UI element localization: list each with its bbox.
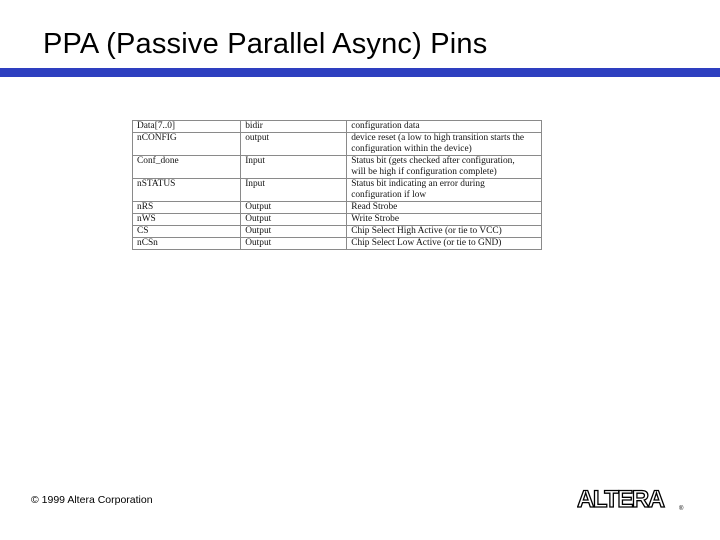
pin-description-cell: [347, 133, 542, 156]
pin-name-cell: nRS: [133, 202, 241, 214]
description-line: device reset (a low to high transition starts the: [351, 133, 525, 143]
pin-description-cell: [347, 156, 542, 179]
description-line: configuration if low: [351, 190, 427, 200]
description-line: will be high if configuration complete): [351, 167, 497, 177]
description-line: Status bit (gets checked after configuration,: [351, 156, 515, 166]
table-row: [133, 238, 542, 250]
pin-direction-cell: Input: [241, 156, 347, 179]
table-row: [133, 214, 542, 226]
pin-name-cell: nWS: [133, 214, 241, 226]
logo-wordmark: ALTERA: [577, 486, 664, 512]
slide-title: PPA (Passive Parallel Async) Pins: [43, 28, 488, 60]
pin-direction-cell: Output: [241, 214, 347, 226]
pin-table-body: [133, 121, 542, 250]
table-row: [133, 121, 542, 133]
description-line: Chip Select Low Active (or tie to GND): [351, 238, 502, 248]
title-underline-bar: [0, 68, 720, 77]
registered-mark: ®: [679, 506, 684, 512]
altera-logo: [577, 484, 687, 512]
table-row: [133, 133, 542, 156]
table-row: [133, 156, 542, 179]
pin-description-cell: [347, 214, 542, 226]
description-line: configuration data: [351, 121, 420, 131]
pin-description-cell: [347, 238, 542, 250]
pin-table: [132, 120, 542, 250]
pin-direction-cell: Output: [241, 202, 347, 214]
pin-name-cell: Conf_done: [133, 156, 241, 179]
pin-description-cell: [347, 226, 542, 238]
table-row: [133, 179, 542, 202]
pin-name-cell: nCONFIG: [133, 133, 241, 156]
description-line: Write Strobe: [351, 214, 399, 224]
pin-description-cell: [347, 121, 542, 133]
pin-name-cell: Data[7..0]: [133, 121, 241, 133]
description-line: Status bit indicating an error during: [351, 179, 485, 189]
copyright-footer: © 1999 Altera Corporation: [31, 494, 153, 506]
pin-description-cell: [347, 179, 542, 202]
pin-description-cell: [347, 202, 542, 214]
pin-direction-cell: bidir: [241, 121, 347, 133]
pin-name-cell: CS: [133, 226, 241, 238]
pin-direction-cell: Output: [241, 238, 347, 250]
pin-direction-cell: output: [241, 133, 347, 156]
table-row: [133, 202, 542, 214]
description-line: Chip Select High Active (or tie to VCC): [351, 226, 502, 236]
pin-name-cell: nCSn: [133, 238, 241, 250]
pin-direction-cell: Output: [241, 226, 347, 238]
description-line: Read Strobe: [351, 202, 398, 212]
description-line: configuration within the device): [351, 144, 472, 154]
pin-name-cell: nSTATUS: [133, 179, 241, 202]
pin-direction-cell: Input: [241, 179, 347, 202]
table-row: [133, 226, 542, 238]
